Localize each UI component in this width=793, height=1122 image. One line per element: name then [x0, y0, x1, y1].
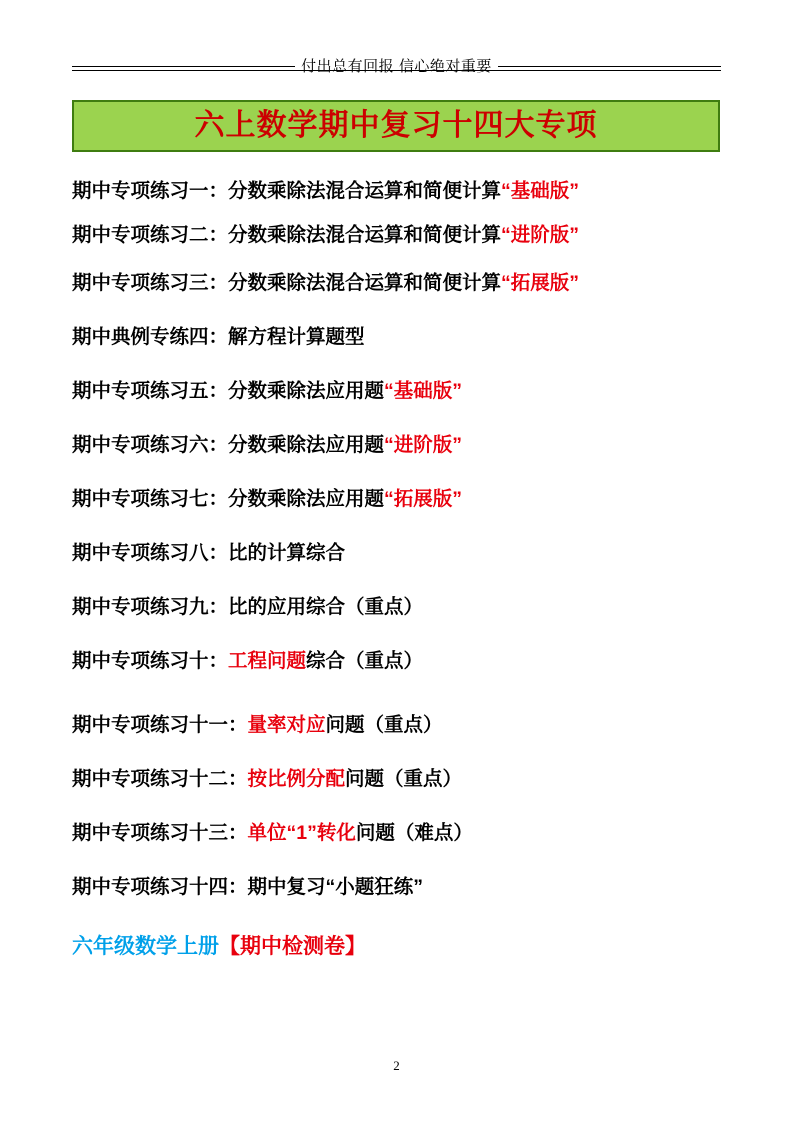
header-rule-right [498, 66, 721, 67]
list-item[interactable] [72, 824, 473, 844]
list-item-tail: 综合（重点） [306, 650, 424, 672]
list-item-tail: 问题（难点） [355, 822, 473, 844]
list-item[interactable] [72, 652, 423, 672]
list-item-label: 期中专项练习十四：期中复习“小题狂练” [72, 876, 424, 898]
header-caption: 付出总有回报 信心绝对重要 [301, 57, 492, 75]
list-item-accent: 工程问题 [228, 650, 307, 672]
list-item-label: 期中专项练习一：分数乘除法混合运算和简便计算 [72, 180, 502, 202]
list-item-label: 期中专项练习九：比的应用综合（重点） [72, 596, 424, 618]
list-item-label: 期中典例专练四：解方程计算题型 [72, 326, 365, 348]
list-item[interactable] [72, 598, 423, 618]
header-rule-left [72, 66, 295, 67]
list-item[interactable] [72, 878, 423, 898]
title-banner [72, 100, 720, 152]
list-item-accent: “拓展版” [501, 272, 580, 294]
list-item-accent: “基础版” [384, 380, 463, 402]
list-item-tail: 问题（重点） [325, 714, 443, 736]
list-item-label: 期中专项练习十三： [72, 822, 248, 844]
list-item-label: 期中专项练习十： [72, 650, 229, 672]
list-item-accent: “基础版” [501, 180, 580, 202]
list-item-accent: 单位“1”转化 [247, 822, 356, 844]
list-item[interactable] [72, 382, 462, 402]
list-item-accent: 按比例分配 [247, 768, 346, 790]
list-item-accent: 量率对应 [247, 714, 326, 736]
header-divider [72, 70, 721, 71]
list-item-label: 期中专项练习七：分数乘除法应用题 [72, 488, 385, 510]
page-number: 2 [393, 1058, 400, 1073]
list-item[interactable] [72, 490, 462, 510]
list-item[interactable] [72, 544, 345, 564]
list-item[interactable] [72, 716, 443, 736]
list-item[interactable] [72, 770, 462, 790]
page-header [72, 52, 721, 78]
list-item[interactable] [72, 274, 579, 294]
list-item-label: 期中专项练习十一： [72, 714, 248, 736]
list-item-label: 期中专项练习三：分数乘除法混合运算和简便计算 [72, 272, 502, 294]
list-item[interactable] [72, 226, 579, 246]
list-item-accent: “进阶版” [501, 224, 580, 246]
list-item-label: 期中专项练习五：分数乘除法应用题 [72, 380, 385, 402]
page-title: 六上数学期中复习十四大专项 [194, 109, 598, 142]
list-item-label: 期中专项练习十二： [72, 768, 248, 790]
list-item-label: 期中专项练习六：分数乘除法应用题 [72, 434, 385, 456]
list-item-accent: “进阶版” [384, 434, 463, 456]
list-item[interactable] [72, 436, 462, 456]
list-item-label: 期中专项练习八：比的计算综合 [72, 542, 346, 564]
list-item[interactable] [72, 182, 579, 202]
exam-paper-line [72, 930, 366, 960]
list-item-label: 期中专项练习二：分数乘除法混合运算和简便计算 [72, 224, 502, 246]
exam-paper-title: 【期中检测卷】 [219, 935, 366, 958]
exam-paper-grade: 六年级数学上册 [72, 935, 219, 958]
list-item-tail: 问题（重点） [345, 768, 463, 790]
list-item-accent: “拓展版” [384, 488, 463, 510]
list-item[interactable] [72, 328, 365, 348]
